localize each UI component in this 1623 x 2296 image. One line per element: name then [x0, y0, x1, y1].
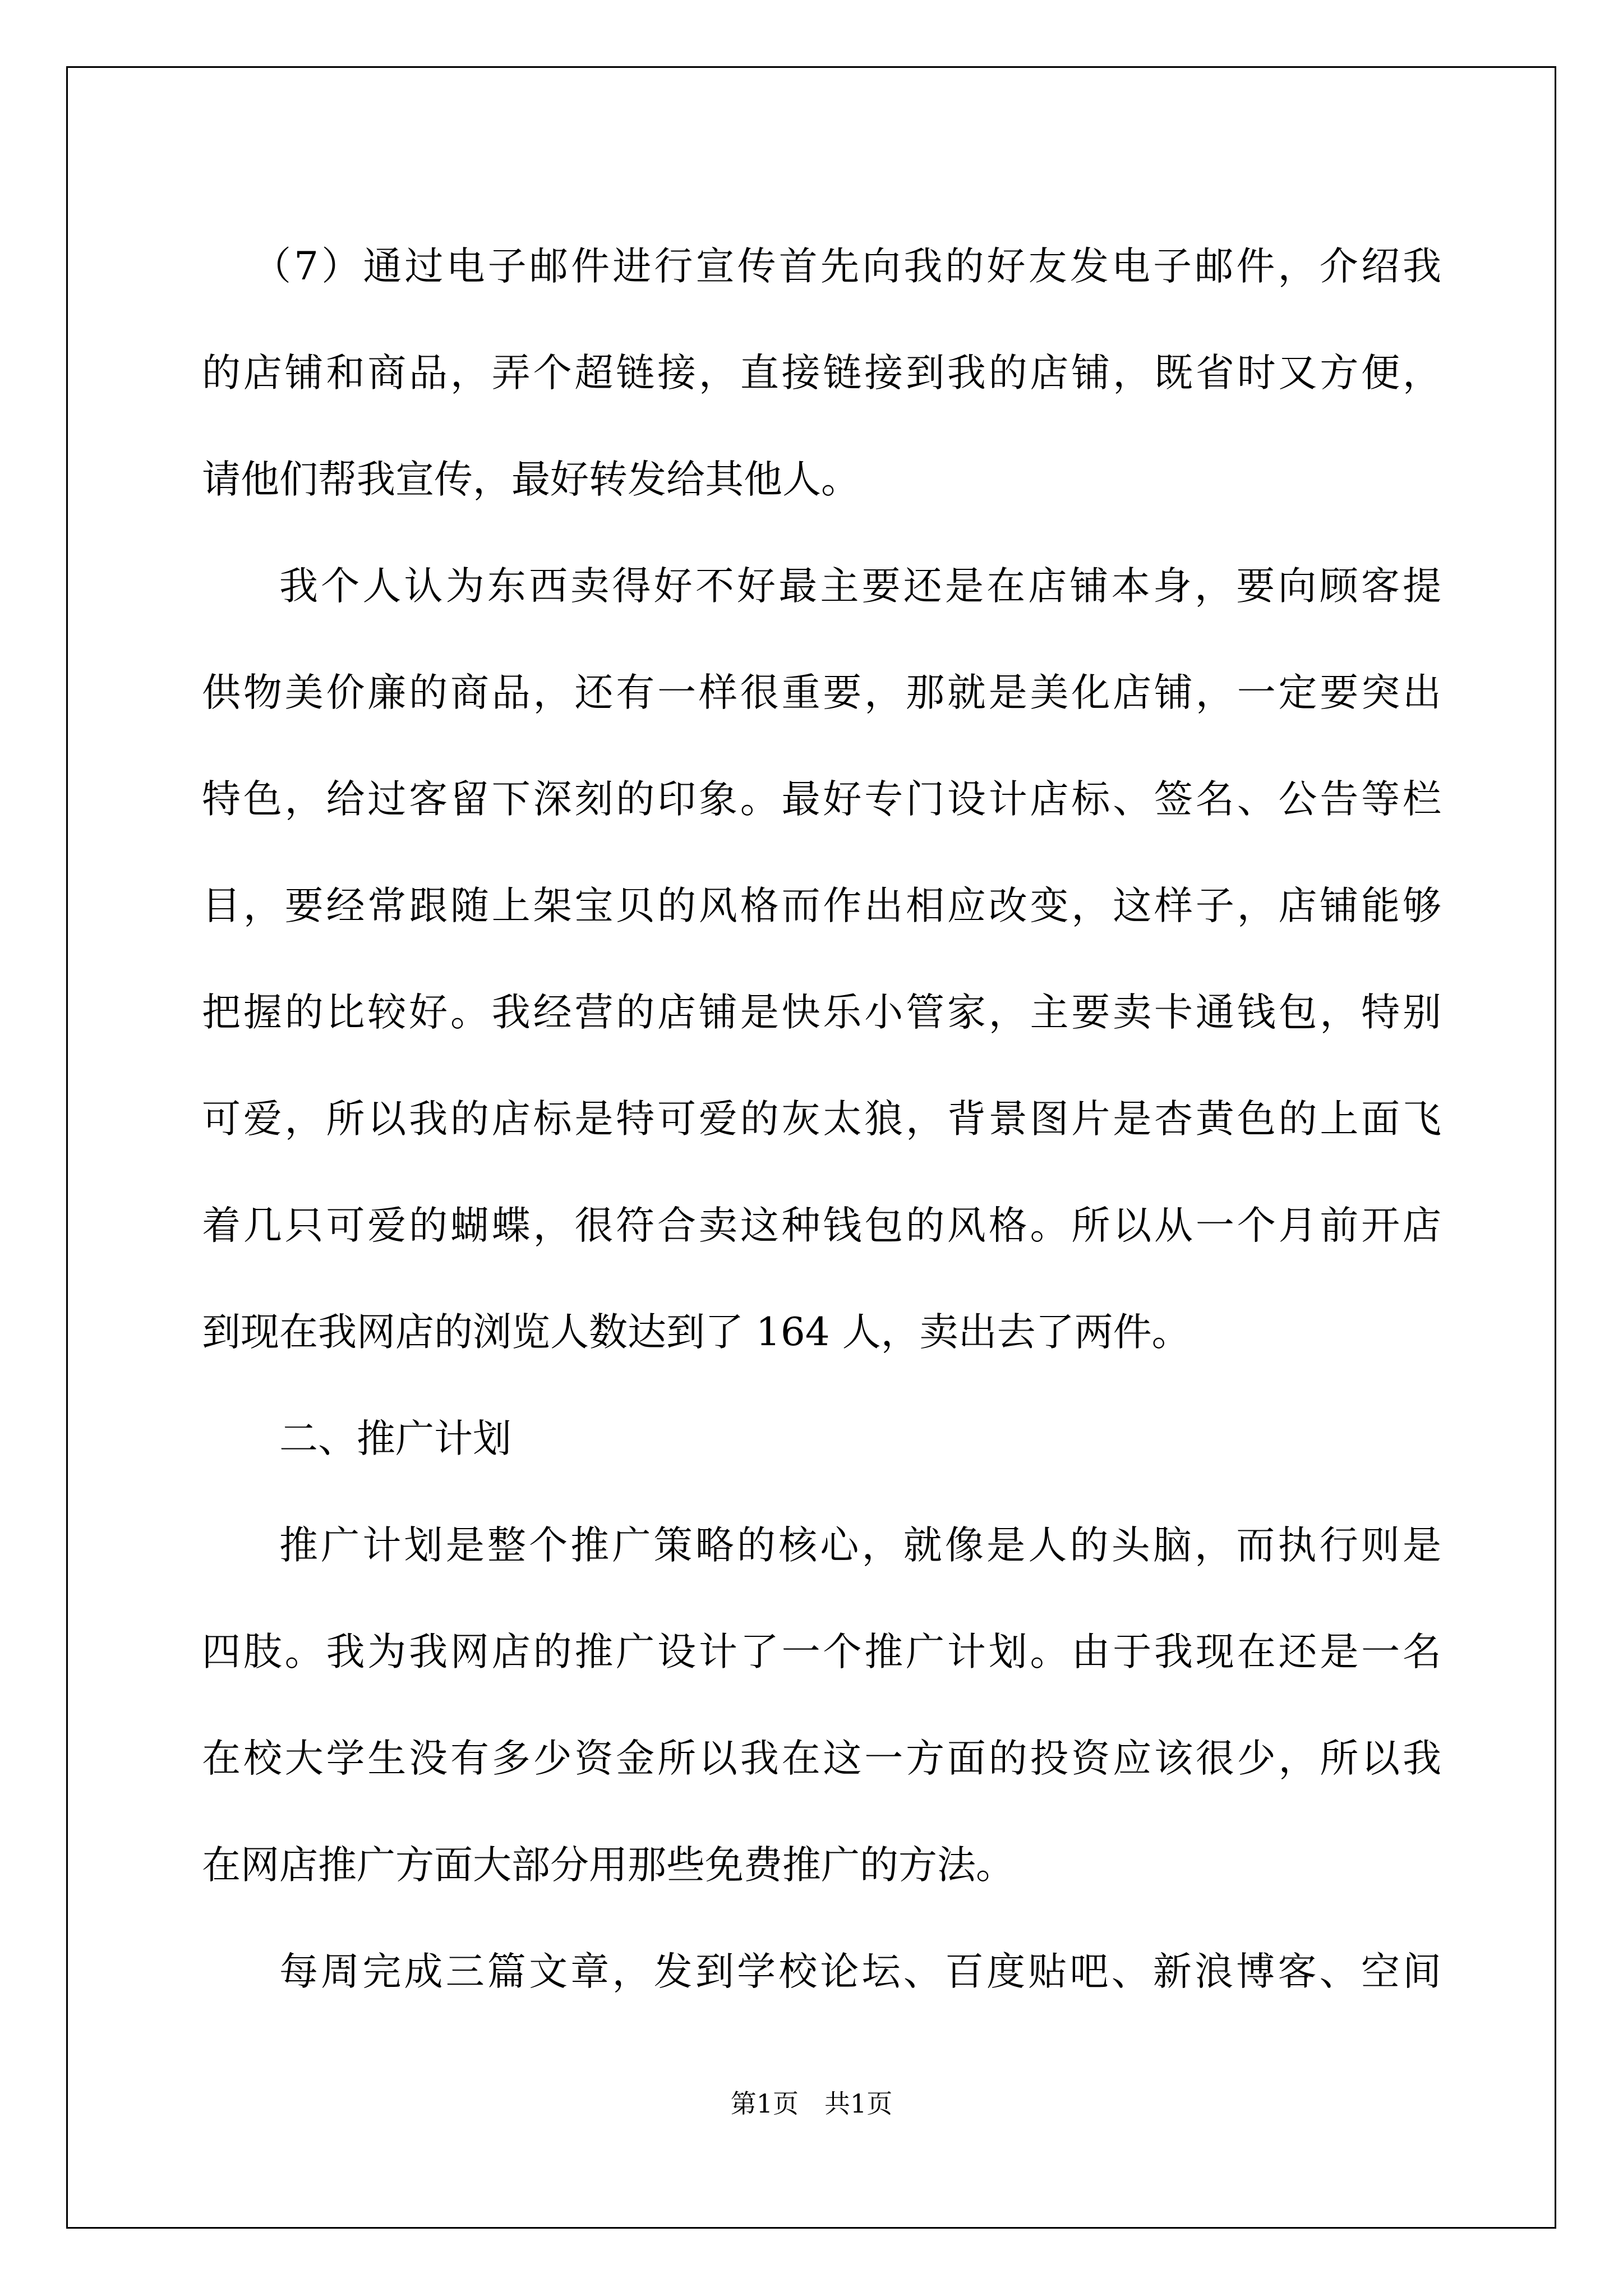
paragraph-line: 特色，给过客留下深刻的印象。最好专门设计店标、签名、公告等栏: [202, 777, 1441, 822]
paragraph-line: 推广计划是整个推广策略的核心，就像是人的头脑，而执行则是: [279, 1523, 1441, 1568]
paragraph-line: 目，要经常跟随上架宝贝的风格而作出相应改变，这样子，店铺能够: [202, 884, 1441, 928]
paragraph-line: 到现在我网店的浏览人数达到了 164 人，卖出去了两件。: [202, 1310, 1191, 1355]
paragraph-line: 可爱，所以我的店标是特可爱的灰太狼，背景图片是杏黄色的上面飞: [202, 1097, 1441, 1142]
paragraph-line: 在网店推广方面大部分用那些免费推广的方法。: [202, 1843, 1015, 1888]
paragraph-line: 四肢。我为我网店的推广设计了一个推广计划。由于我现在还是一名: [202, 1630, 1441, 1674]
paragraph-line: 我个人认为东西卖得好不好最主要还是在店铺本身，要向顾客提: [279, 564, 1441, 609]
document-body: [202, 213, 1441, 2025]
paragraph-line: （7）通过电子邮件进行宣传首先向我的好友发电子邮件，介绍我: [252, 244, 1441, 289]
paragraph-line: 在校大学生没有多少资金所以我在这一方面的投资应该很少，所以我: [202, 1736, 1441, 1781]
paragraph-line: 供物美价廉的商品，还有一样很重要，那就是美化店铺，一定要突出: [202, 670, 1441, 715]
paragraph-line: 请他们帮我宣传，最好转发给其他人。: [202, 457, 860, 502]
paragraph-line: 着几只可爱的蝴蝶，很符合卖这种钱包的风格。所以从一个月前开店: [202, 1203, 1441, 1248]
section-heading: 二、推广计划: [279, 1416, 511, 1461]
paragraph-line: 把握的比较好。我经营的店铺是快乐小管家，主要卖卡通钱包，特别: [202, 990, 1441, 1035]
page-footer: 第1页 共1页: [730, 2088, 893, 2119]
paragraph-line: 的店铺和商品，弄个超链接，直接链接到我的店铺，既省时又方便，: [202, 351, 1441, 395]
paragraph-line: 每周完成三篇文章，发到学校论坛、百度贴吧、新浪博客、空间: [279, 1949, 1441, 1994]
